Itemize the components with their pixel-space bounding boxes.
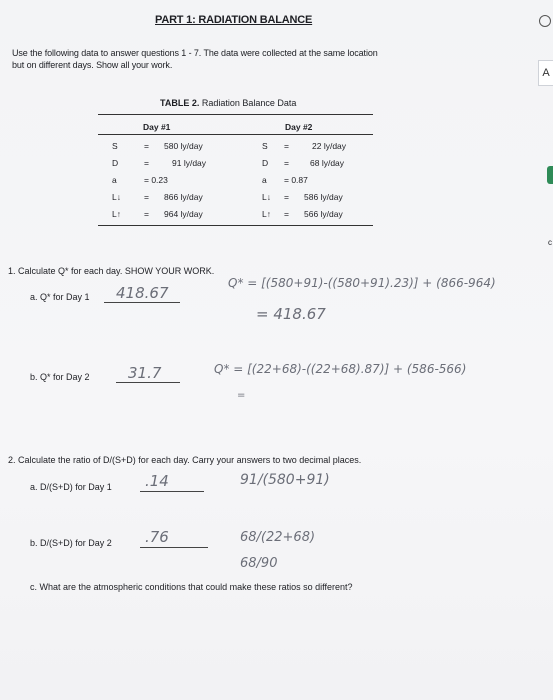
day1-row-d-value: 91 ly/day (172, 158, 207, 168)
search-icon[interactable] (539, 15, 551, 27)
side-tab-a[interactable]: A (538, 60, 553, 86)
day2-row-s-value: 22 ly/day (312, 141, 347, 151)
day1-row-albedo-value: = 0.23 (144, 175, 168, 185)
instructions-line-1: Use the following data to answer questions 1 - 7. The data were collected at the same location (12, 48, 378, 58)
q2b-label: b. D/(S+D) for Day 2 (30, 538, 112, 548)
q1b-work-line-2: = (237, 390, 246, 401)
day2-row-lup-symbol: L↑ (262, 209, 271, 219)
day2-row-d-eq: = (284, 158, 289, 168)
q2a-label: a. D/(S+D) for Day 1 (30, 482, 112, 492)
q1a-work-line-2: = 418.67 (256, 305, 326, 323)
day2-row-ldown-symbol: L↓ (262, 192, 271, 202)
day2-row-ldown-value: 586 ly/day (304, 192, 343, 202)
day1-row-lup-value: 964 ly/day (164, 209, 203, 219)
page-title: PART 1: RADIATION BALANCE (155, 14, 313, 26)
q1a-answer: 418.67 (116, 284, 169, 302)
day2-row-lup-value: 566 ly/day (304, 209, 343, 219)
q2b-work-line-1: 68/(22+68) (240, 530, 316, 545)
q1b-answer-line (116, 382, 180, 383)
day2-header: Day #2 (285, 122, 313, 132)
q1b-answer: 31.7 (128, 364, 162, 382)
q2a-work: 91/(580+91) (240, 472, 330, 488)
day2-row-d-value: 68 ly/day (310, 158, 345, 168)
q1a-work-line-1: Q* = [(580+91)-((580+91).23)] + (866-964) (228, 276, 496, 290)
q1a-answer-line (104, 302, 180, 303)
day2-row-s-symbol: S (262, 141, 268, 151)
question-2-text: 2. Calculate the ratio of D/(S+D) for each day. Carry your answers to two decimal places. (8, 455, 362, 465)
table-header-rule (98, 134, 373, 135)
q2c-text: c. What are the atmospheric conditions that could make these ratios so different? (30, 582, 353, 592)
table-caption-text: Radiation Balance Data (199, 98, 297, 108)
day2-row-d-symbol: D (262, 158, 269, 168)
table-caption-number: TABLE 2. (160, 98, 200, 108)
day1-row-albedo-symbol: a (112, 175, 117, 185)
question-1-text: 1. Calculate Q* for each day. SHOW YOUR WORK. (8, 266, 215, 276)
q2b-work-line-2: 68/90 (240, 556, 278, 571)
day1-row-lup-eq: = (144, 209, 149, 219)
day2-row-lup-eq: = (284, 209, 289, 219)
table-bottom-rule (98, 225, 373, 226)
day1-row-s-value: 580 ly/day (164, 141, 203, 151)
day2-row-s-eq: = (284, 141, 289, 151)
q1a-label: a. Q* for Day 1 (30, 292, 90, 302)
day1-row-s-eq: = (144, 141, 149, 151)
day1-row-lup-symbol: L↑ (112, 209, 121, 219)
side-tab-indicator[interactable] (547, 166, 553, 184)
day2-row-albedo-symbol: a (262, 175, 267, 185)
day1-row-s-symbol: S (112, 141, 118, 151)
q2a-answer: .14 (145, 472, 169, 490)
side-tab-c[interactable]: c (548, 238, 552, 247)
day1-row-d-symbol: D (112, 158, 119, 168)
q1b-label: b. Q* for Day 2 (30, 372, 90, 382)
q1b-work-line-1: Q* = [(22+68)-((22+68).87)] + (586-566) (214, 362, 467, 376)
day1-row-ldown-symbol: L↓ (112, 192, 121, 202)
day1-header: Day #1 (143, 122, 171, 132)
q2b-answer: .76 (145, 528, 169, 546)
day1-row-ldown-value: 866 ly/day (164, 192, 203, 202)
day2-row-ldown-eq: = (284, 192, 289, 202)
instructions-line-2: but on different days. Show all your work. (12, 60, 173, 70)
table-caption (160, 98, 296, 108)
q2b-answer-line (140, 547, 208, 548)
day1-row-ldown-eq: = (144, 192, 149, 202)
day1-row-d-eq: = (144, 158, 149, 168)
table-top-rule (98, 114, 373, 115)
q2a-answer-line (140, 491, 204, 492)
day2-row-albedo-value: = 0.87 (284, 175, 308, 185)
